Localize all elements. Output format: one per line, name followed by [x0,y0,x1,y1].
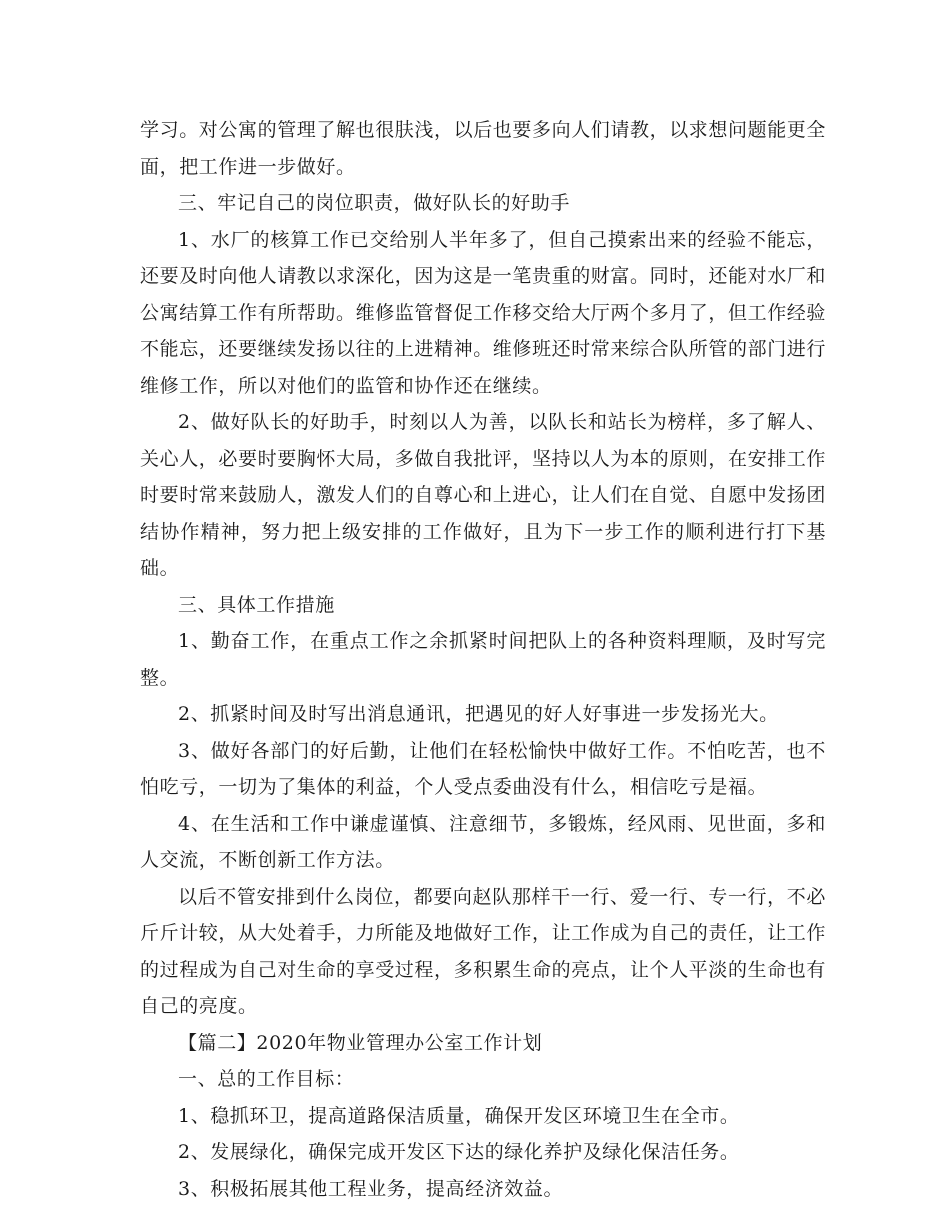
paragraph: 1、勤奋工作，在重点工作之余抓紧时间把队上的各种资料理顺，及时写完整。 [140,630,826,689]
document-body [140,112,826,1207]
paragraph: 3、做好各部门的好后勤，让他们在轻松愉快中做好工作。不怕吃苦，也不怕吃亏，一切为了集体的利益，个人受点委曲没有什么，相信吃亏是福。 [140,739,826,798]
section-heading: 三、具体工作措施 [178,593,335,616]
paragraph: 以后不管安排到什么岗位，都要向赵队那样干一行、爱一行、专一行，不必斤斤计较，从大处着手，力所能及地做好工作，让工作成为自己的责任，让工作的过程成为自己对生命的享受过程，多积累生命的亮点，让个人平淡的生命也有自己的亮度。 [140,885,827,1017]
paragraph: 1、水厂的核算工作已交给别人半年多了，但自己摸索出来的经验不能忘，还要及时向他人请教以求深化，因为这是一笔贵重的财富。同时，还能对水厂和公寓结算工作有所帮助。维修监管督促工作移交给大厅两个多月了，但工作经验不能忘，还要继续发扬以往的上进精神。维修班还时常来综合队所管的部门进行维修工作，所以对他们的监管和协作还在继续。 [140,228,827,397]
article-title: 【篇二】2020年物业管理办公室工作计划 [178,1031,543,1054]
paragraph: 2、抓紧时间及时写出消息通讯，把遇见的好人好事进一步发扬光大。 [178,703,779,725]
paragraph: 1、稳抓环卫，提高道路保洁质量，确保开发区环境卫生在全市。 [178,1104,740,1127]
paragraph: 学习。对公寓的管理了解也很肤浅，以后也要多向人们请教，以求想问题能更全面，把工作进一步做好。 [140,119,827,178]
paragraph: 4、在生活和工作中谦虚谨慎、注意细节，多锻炼，经风雨、见世面，多和人交流，不断创新工作方法。 [140,812,826,871]
section-heading: 三、牢记自己的岗位职责，做好队长的好助手 [178,192,571,214]
section-heading: 一、总的工作目标： [178,1068,355,1090]
paragraph: 3、积极拓展其他工程业务，提高经济效益。 [178,1177,564,1200]
paragraph: 2、做好队长的好助手，时刻以人为善，以队长和站长为榜样，多了解人、关心人，必要时要胸怀大局，多做自我批评，坚持以人为本的原则，在安排工作时要时常来鼓励人，激发人们的自尊心和上进心，让人们在自觉、自愿中发扬团结协作精神，努力把上级安排的工作做好，且为下一步工作的顺利进行打下基础。 [140,411,827,579]
paragraph: 2、发展绿化，确保完成开发区下达的绿化养护及绿化保洁任务。 [178,1141,740,1163]
